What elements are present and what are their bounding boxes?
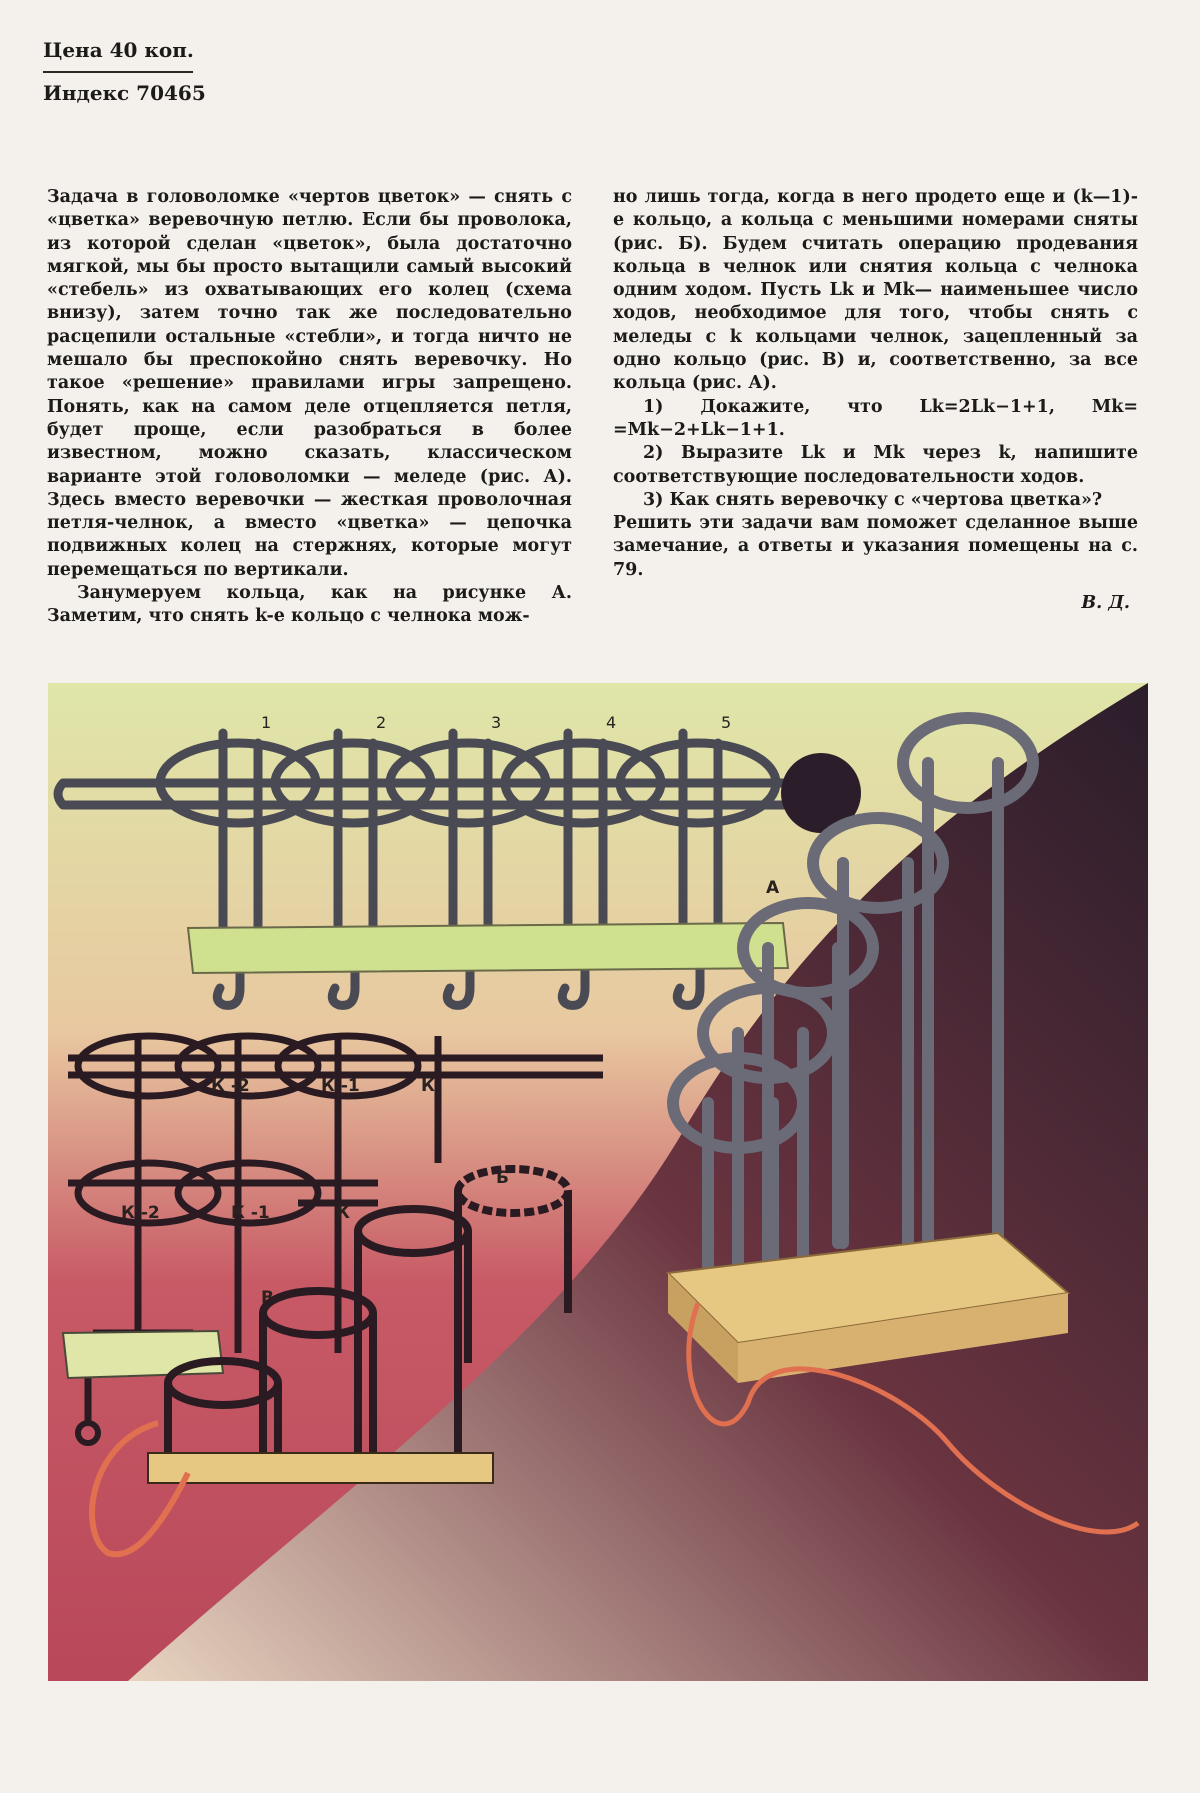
ring-number-3: 3 [491, 713, 502, 732]
ring-number-4: 4 [606, 713, 617, 732]
puzzle-illustration [48, 683, 1148, 1681]
base-plank [188, 923, 788, 973]
label-b-k-2: К -2 [211, 1076, 250, 1096]
ring-number-5: 5 [721, 713, 732, 732]
paragraph: Решить эти задачи вам поможет сделанное выше замечание, а ответы и указания помещены на с. 79. [613, 513, 1138, 580]
paragraph: но лишь тогда, когда в него продето еще и (k—1)-е кольцо, а кольца с меньшими номерами сняты (рис. Б). Будем считать операцию продевания кольца в челнок или снятия кольца с челнока одним ходом. Пусть Lk и Mk— наименьшее число ходов, необходимое для того, чтобы снять с меледы с k кольцами челнок, зацепленный за одно кольцо (рис. В) и, соответственно, за все кольца (рис. А). [613, 187, 1138, 394]
signature: В. Д. [1081, 593, 1130, 614]
task-2: 2) Выразите Lk и Mk через k, напишите соответствующие последовательности ходов. [613, 443, 1138, 487]
v-base-plank [63, 1331, 223, 1378]
label-b: Б [496, 1168, 509, 1188]
paragraph: Занумеруем кольца, как на рисунке А. Заметим, что снять k-е кольцо с челнока мож- [47, 583, 572, 627]
label-v-k: К [336, 1203, 350, 1223]
ring-number-2: 2 [376, 713, 387, 732]
paragraph: Задача в головоломке «чертов цветок» — снять с «цветка» веревочную петлю. Если бы проволока, из которой сделан «цветок», была достаточно мягкой, мы бы просто вытащили самый высокий «стебель» из охватывающих его колец (схема внизу), затем точно так же последовательно расцепили остальные «стебли», и тогда ничто не мешало бы преспокойно снять веревочку. Но такое «решение» правилами игры запрещено. Понять, как на самом деле отцепляется петля, будет проще, если разобраться в более известном, можно сказать, классическом варианте этой головоломки — меледе (рис. А). Здесь вместо веревочки — жесткая проволочная петля-челнок, а вместо «цветка» — цепочка подвижных колец на стержнях, которые могут перемещаться по вертикали. [47, 187, 572, 580]
label-a: А [766, 878, 780, 898]
task-3: 3) Как снять веревочку с «чертова цветка»? [643, 489, 1103, 510]
article-right-column [613, 186, 1138, 615]
ring-number-1: 1 [261, 713, 272, 732]
header [43, 38, 206, 105]
label-b-k: К [421, 1076, 435, 1096]
article-left-column [47, 186, 572, 629]
header-divider [43, 71, 193, 73]
label-v: В [261, 1288, 274, 1308]
index-label: Индекс 70465 [43, 81, 206, 105]
task-1: 1) Докажите, что Lk=2Lk−1+1, Mk= =Mk−2+Lk−1+1. [613, 396, 1138, 440]
label-b-k-1: К -1 [321, 1076, 360, 1096]
label-v-k-2: К -2 [121, 1203, 160, 1223]
label-v-k-1: К -1 [231, 1203, 270, 1223]
price-label: Цена 40 коп. [43, 38, 194, 62]
illustration-svg [48, 683, 1148, 1681]
schematic-base [148, 1453, 493, 1483]
